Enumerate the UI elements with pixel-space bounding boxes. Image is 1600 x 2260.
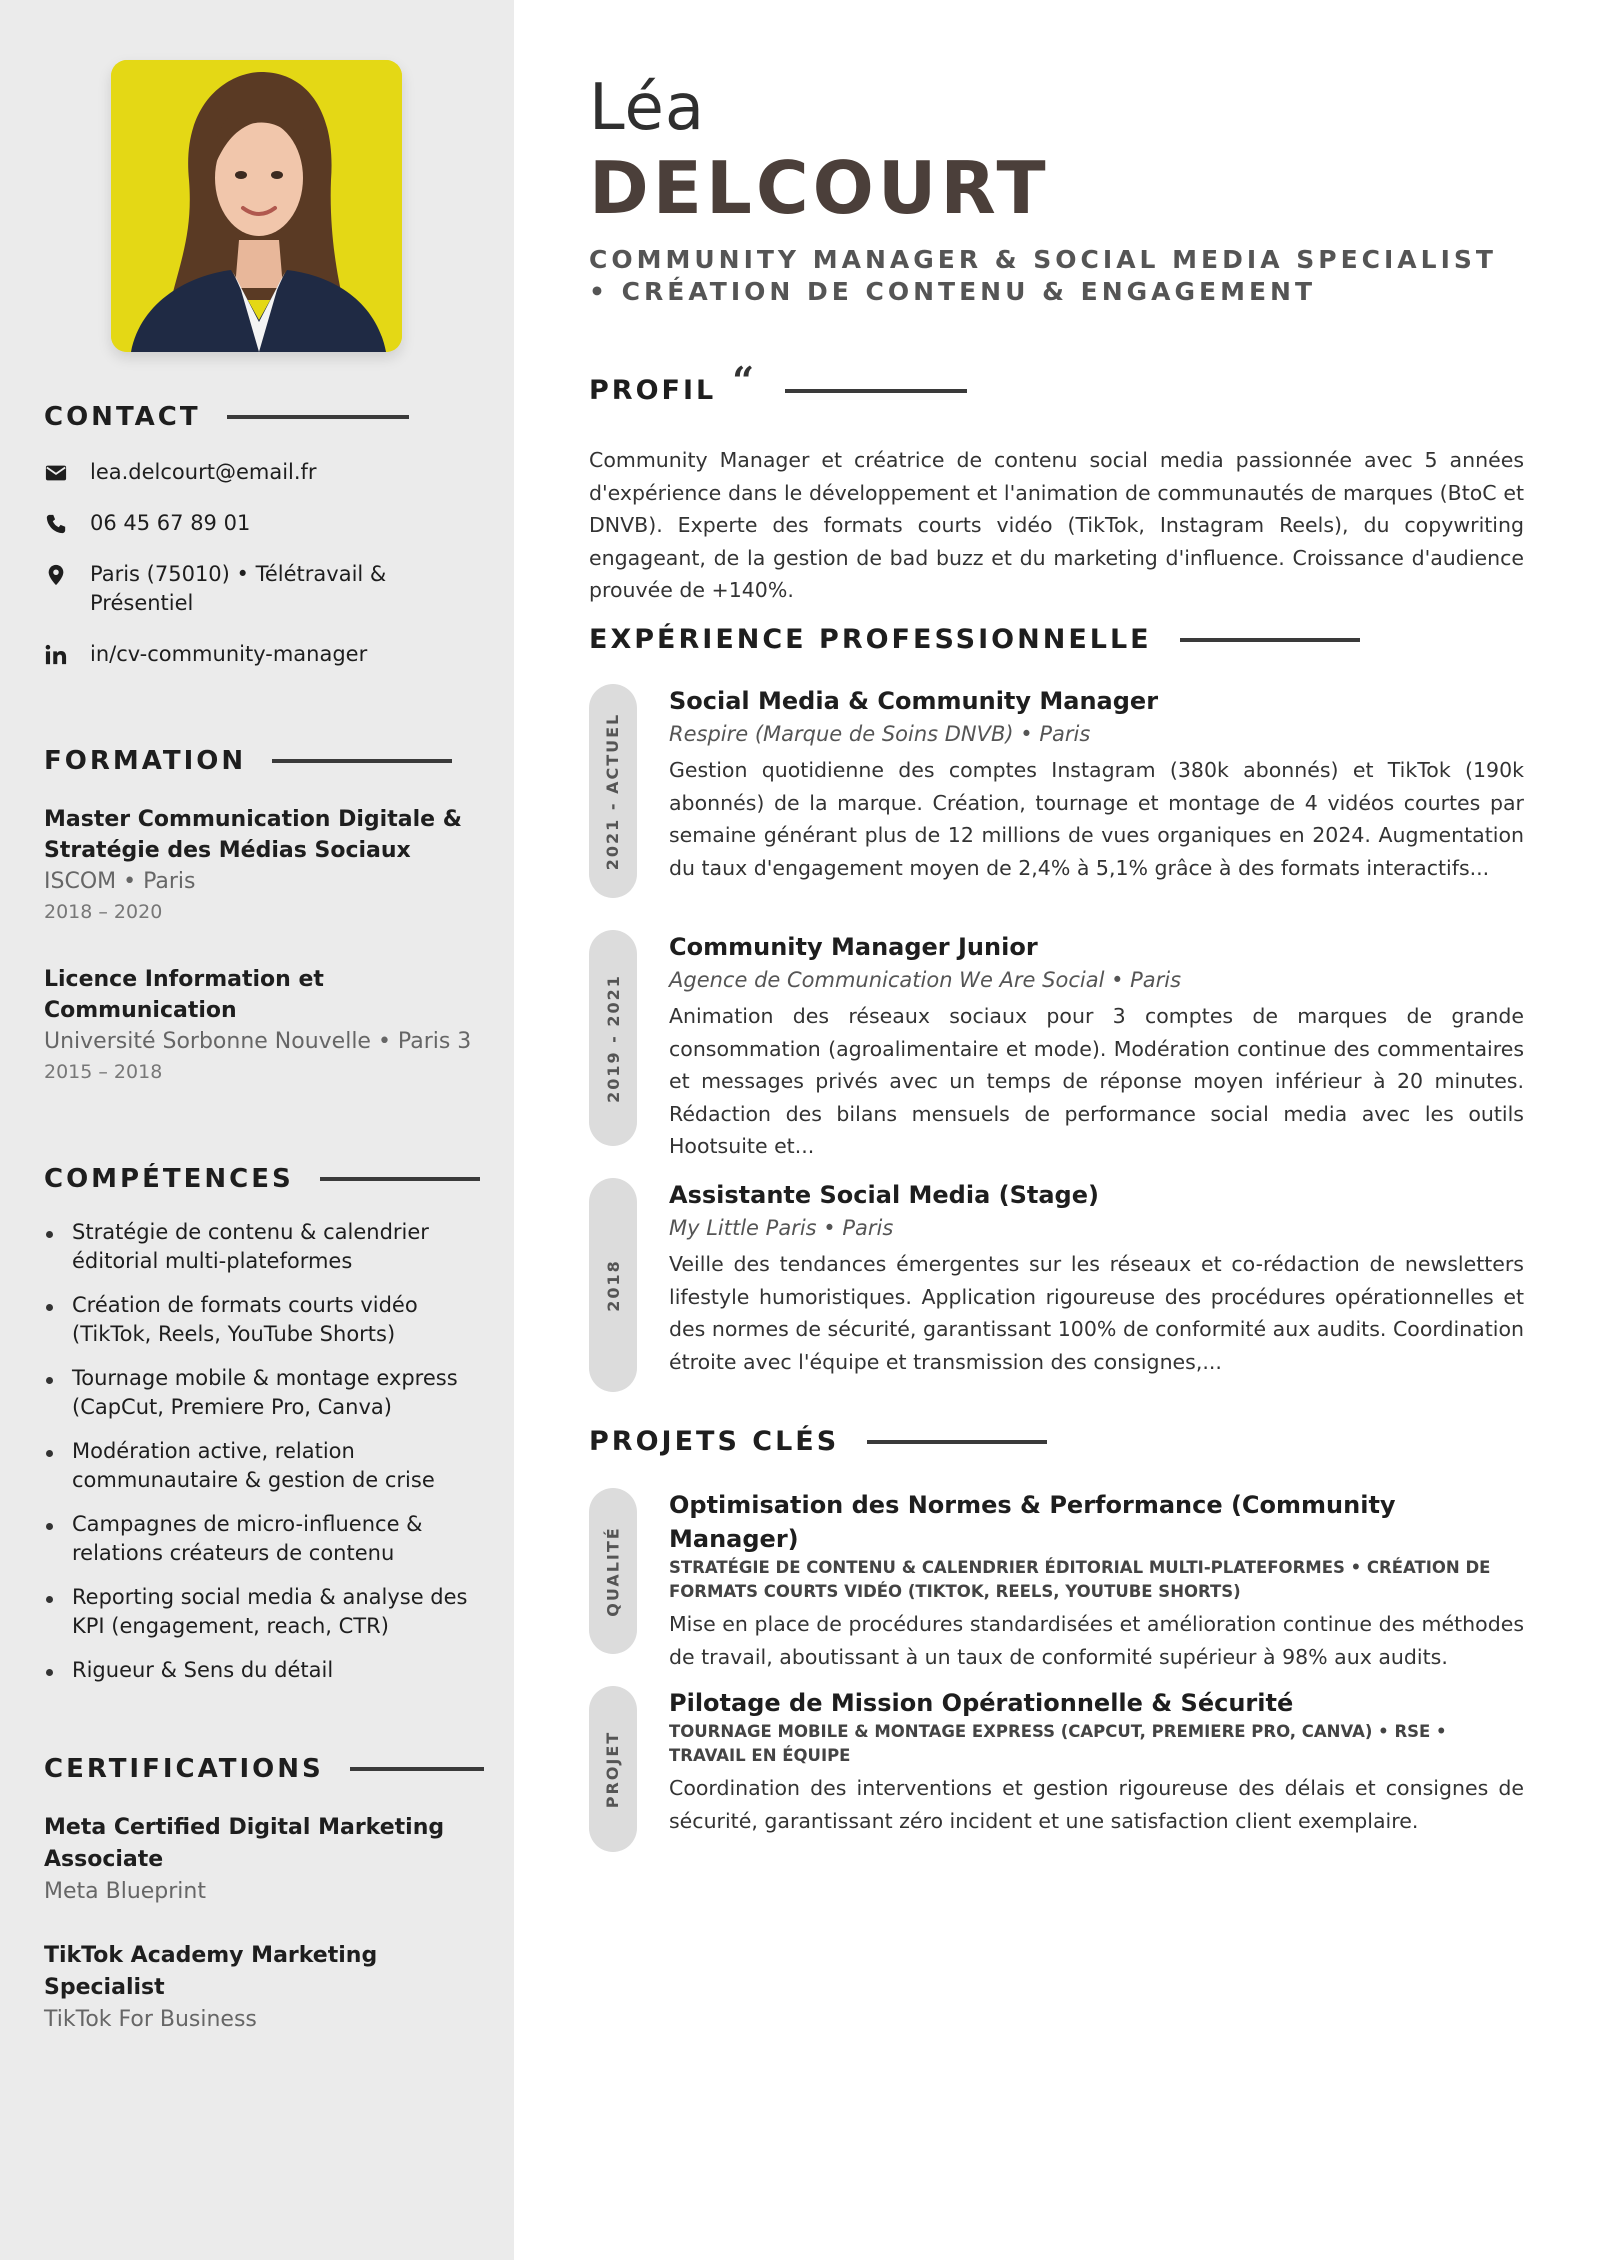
contact-heading: [44, 402, 484, 432]
sidebar: [0, 0, 514, 2260]
contact-linkedin-text: in/cv-community-manager: [90, 642, 368, 666]
education-years: 2018 – 2020: [44, 901, 163, 923]
heading-rule: [867, 1440, 1047, 1444]
certification-title: TikTok Academy Marketing Specialist: [44, 1943, 378, 2000]
contact-phone-text: 06 45 67 89 01: [90, 511, 251, 535]
company-name: Respire (Marque de Soins DNVB) • Paris: [669, 722, 1091, 746]
skill-item: Tournage mobile & montage express (CapCut, Premiere Pro, Canva): [44, 1364, 484, 1422]
heading-rule: [320, 1177, 480, 1181]
contact-title: CONTACT: [44, 402, 201, 432]
project-title: Pilotage de Mission Opérationnelle & Sécurité: [669, 1689, 1294, 1717]
location-pin-icon: [44, 560, 68, 589]
company-name: Agence de Communication We Are Social • Paris: [669, 968, 1182, 992]
skill-item: Modération active, relation communautaire & gestion de crise: [44, 1437, 484, 1495]
project-title: Optimisation des Normes & Performance (Community Manager): [669, 1491, 1396, 1553]
formation-title: FORMATION: [44, 746, 247, 776]
project-tag: PROJET: [603, 1730, 623, 1808]
skill-item: Création de formats courts vidéo (TikTok, Reels, YouTube Shorts): [44, 1291, 484, 1349]
project-skills: TOURNAGE MOBILE & MONTAGE EXPRESS (CAPCUT, PREMIERE PRO, CANVA) • RSE • TRAVAIL EN ÉQUIPE: [669, 1722, 1447, 1765]
experience-item: [589, 684, 1524, 898]
period-pill: [589, 1178, 637, 1392]
profile-photo: [111, 60, 402, 352]
certifications-title: CERTIFICATIONS: [44, 1754, 324, 1784]
certifications-heading: [44, 1754, 484, 1784]
skill-item: Rigueur & Sens du détail: [44, 1656, 484, 1685]
project-body: [669, 1488, 1524, 1669]
experience-heading: [589, 624, 1360, 655]
project-item: [589, 1686, 1524, 1852]
project-tag-pill: [589, 1488, 637, 1654]
job-title: Assistante Social Media (Stage): [669, 1181, 1099, 1209]
skill-item: Stratégie de contenu & calendrier éditorial multi-plateformes: [44, 1218, 484, 1276]
last-name: DELCOURT: [589, 146, 1050, 230]
contact-phone[interactable]: [44, 509, 484, 538]
heading-rule: [785, 389, 967, 393]
phone-icon: [44, 509, 68, 538]
certification-title: Meta Certified Digital Marketing Associate: [44, 1815, 445, 1872]
profile-heading: [589, 358, 967, 413]
certification-item: [44, 1812, 484, 1908]
quote-icon: “: [732, 358, 758, 403]
job-title: Community Manager Junior: [669, 933, 1038, 961]
experience-item: [589, 1178, 1524, 1392]
project-body: [669, 1686, 1524, 1852]
projects-heading: [589, 1426, 1047, 1457]
formation-section: [44, 746, 484, 1088]
heading-rule: [350, 1767, 484, 1771]
experience-title: EXPÉRIENCE PROFESSIONNELLE: [589, 624, 1152, 655]
degree-title: Licence Information et Communication: [44, 967, 324, 1023]
project-description: Mise en place de procédures standardisées et amélioration continue des méthodes de travail, aboutissant à un taux de conformité supérieur à 98% aux audits.: [669, 1612, 1524, 1669]
contact-email[interactable]: [44, 458, 484, 487]
period-pill: [589, 684, 637, 898]
project-tag: QUALITÉ: [603, 1525, 623, 1617]
job-description: Animation des réseaux sociaux pour 3 comptes de marques de grande consommation (agroalimentaire et mode). Modération continue des commentaires et messages privés avec un temps de réponse moyen inférieur à 20 minutes. Rédaction des bilans mensuels de performance social media avec les outils Hootsuite et...: [669, 1004, 1524, 1158]
contact-email-text: lea.delcourt@email.fr: [90, 460, 317, 484]
period-label: 2018: [603, 1258, 623, 1312]
school-name: ISCOM • Paris: [44, 869, 196, 894]
experience-body: [669, 684, 1524, 898]
contact-section: [44, 402, 484, 691]
projects-title: PROJETS CLÉS: [589, 1426, 840, 1457]
profile-title: PROFIL: [589, 375, 717, 406]
contact-location: [44, 560, 484, 618]
period-label: 2021 - ACTUEL: [603, 712, 623, 870]
skills-heading: [44, 1164, 484, 1194]
certification-item: [44, 1940, 484, 2036]
skills-section: [44, 1164, 484, 1700]
experience-body: [669, 1178, 1524, 1392]
school-name: Université Sorbonne Nouvelle • Paris 3: [44, 1029, 472, 1054]
experience-body: [669, 930, 1524, 1158]
heading-rule: [1180, 638, 1360, 642]
profile-summary: Community Manager et créatrice de contenu social media passionnée avec 5 années d'expérience dans le développement et l'animation de communautés de marques (BtoC et DNVB). Experte des formats courts vidéo (TikTok, Instagram Reels), du copywriting engageant, de la gestion de bad buzz et du marketing d'influence. Croissance d'audience prouvée de +140%.: [589, 448, 1524, 602]
certifications-section: [44, 1754, 484, 2036]
education-item: [44, 804, 484, 928]
linkedin-icon: [44, 640, 68, 669]
job-description: Veille des tendances émergentes sur les réseaux et co-rédaction de newsletters lifestyle humoristiques. Application rigoureuse des procédures opérationnelles et des normes de sécurité, garantissant 100% de conformité aux audits. Coordination étroite avec l'équipe et transmission des consignes,...: [669, 1252, 1524, 1374]
certification-issuer: Meta Blueprint: [44, 1879, 206, 1904]
job-description: Gestion quotidienne des comptes Instagram (380k abonnés) et TikTok (190k abonnés) de la marque. Création, tournage et montage de 4 vidéos courtes par semaine générant plus de 12 millions de vues organiques en 2024. Augmentation du taux d'engagement moyen de 2,4% à 5,1% grâce à des formats interactifs...: [669, 758, 1524, 880]
education-item: [44, 964, 484, 1088]
formation-heading: [44, 746, 484, 776]
heading-rule: [272, 759, 452, 763]
contact-list: [44, 458, 484, 669]
project-skills: STRATÉGIE DE CONTENU & CALENDRIER ÉDITORIAL MULTI-PLATEFORMES • CRÉATION DE FORMATS COURTS VIDÉO (TIKTOK, REELS, YOUTUBE SHORTS): [669, 1558, 1491, 1601]
company-name: My Little Paris • Paris: [669, 1216, 894, 1240]
portrait-image: [111, 60, 402, 352]
period-label: 2019 - 2021: [603, 973, 623, 1103]
skill-item: Campagnes de micro-influence & relations créateurs de contenu: [44, 1510, 484, 1568]
experience-item: [589, 930, 1524, 1158]
certification-issuer: TikTok For Business: [44, 2007, 257, 2032]
degree-title: Master Communication Digitale & Stratégie des Médias Sociaux: [44, 807, 462, 863]
envelope-icon: [44, 458, 68, 487]
skill-list: [44, 1218, 484, 1685]
contact-linkedin[interactable]: [44, 640, 484, 669]
contact-location-text: Paris (75010) • Télétravail & Présentiel: [90, 562, 387, 615]
project-description: Coordination des interventions et gestion rigoureuse des délais et consignes de sécurité, garantissant zéro incident et une satisfaction client exemplaire.: [669, 1776, 1524, 1833]
job-title: Social Media & Community Manager: [669, 687, 1159, 715]
project-item: [589, 1488, 1524, 1669]
skill-item: Reporting social media & analyse des KPI (engagement, reach, CTR): [44, 1583, 484, 1641]
period-pill: [589, 930, 637, 1146]
skills-title: COMPÉTENCES: [44, 1164, 294, 1194]
education-years: 2015 – 2018: [44, 1061, 163, 1083]
first-name: Léa: [589, 71, 706, 145]
project-tag-pill: [589, 1686, 637, 1852]
heading-rule: [227, 415, 409, 419]
job-tagline: COMMUNITY MANAGER & SOCIAL MEDIA SPECIALIST • CRÉATION DE CONTENU & ENGAGEMENT: [589, 245, 1497, 306]
